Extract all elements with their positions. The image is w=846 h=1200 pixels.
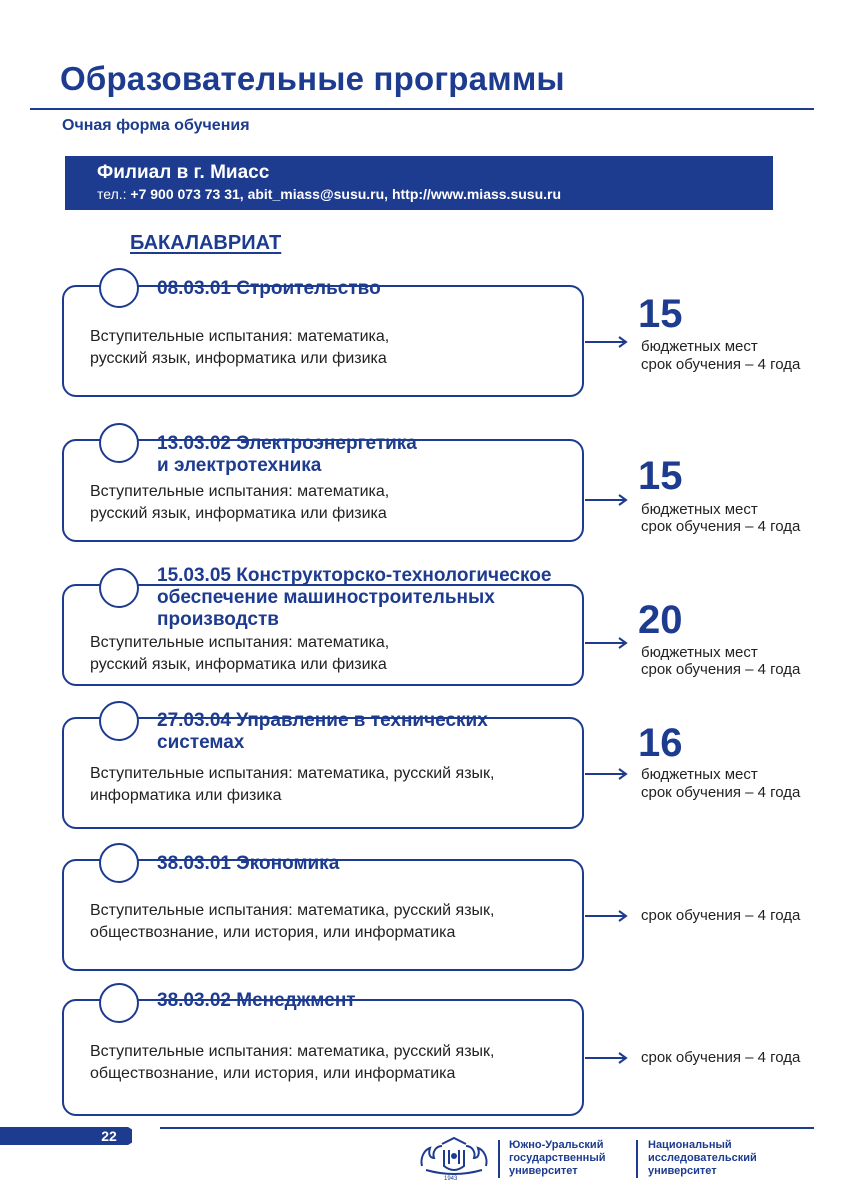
branch-contacts-value: +7 900 073 73 31, abit_miass@susu.ru, http://www.miass.susu.ru (130, 186, 562, 202)
requirements-line: информатика или физика (90, 787, 282, 804)
study-duration: срок обучения – 4 года (641, 661, 801, 678)
branch-name: Филиал в г. Миасс (97, 162, 270, 183)
budget-places-label: бюджетных мест (641, 501, 758, 518)
program-marker-circle (99, 268, 139, 308)
title-divider (30, 108, 814, 110)
program-marker-circle (99, 701, 139, 741)
program-requirements (90, 763, 494, 807)
program-title-line: и электротехника (157, 455, 322, 476)
budget-places-label: бюджетных мест (641, 644, 758, 661)
program-title-line: обеспечение машиностроительных (157, 587, 495, 608)
program-title-line: 38.03.01 Экономика (157, 853, 340, 874)
branch-contacts (97, 184, 773, 204)
university-name (509, 1139, 605, 1178)
requirements-line: русский язык, информатика или физика (90, 656, 387, 673)
study-duration: срок обучения – 4 года (641, 1049, 801, 1066)
budget-places-label: бюджетных мест (641, 338, 758, 355)
requirements-line: Вступительные испытания: математика, (90, 328, 390, 345)
program-requirements (90, 481, 389, 525)
education-level-heading: БАКАЛАВРИАТ (130, 232, 282, 254)
requirements-line: Вступительные испытания: математика, русский язык, (90, 902, 495, 919)
page-title: Образовательные программы (60, 60, 565, 97)
university-status-line: Национальный (648, 1139, 732, 1151)
university-status (648, 1139, 757, 1178)
program-title-line: производств (157, 609, 279, 630)
program-title-line: 08.03.01 Строительство (157, 278, 381, 299)
requirements-line: Вступительные испытания: математика, русский язык, (90, 1043, 495, 1060)
program-requirements (90, 900, 494, 944)
branch-contacts-prefix: тел.: (97, 186, 131, 202)
program-marker-circle (99, 843, 139, 883)
program-requirements (90, 1041, 494, 1085)
requirements-line: Вступительные испытания: математика, (90, 483, 390, 500)
university-status-line: университет (648, 1165, 717, 1177)
budget-places-label: бюджетных мест (641, 766, 758, 783)
arrow-right-icon (585, 909, 629, 923)
university-name-line: университет (509, 1165, 578, 1177)
budget-places-count: 15 (638, 454, 683, 498)
university-name-line: Южно-Уральский (509, 1139, 604, 1151)
footer-separator (636, 1140, 638, 1178)
page-subtitle: Очная форма обучения (62, 117, 250, 134)
program-title (157, 278, 381, 300)
footer-divider (160, 1127, 814, 1129)
university-status-line: исследовательский (648, 1152, 757, 1164)
program-marker-circle (99, 423, 139, 463)
requirements-line: русский язык, информатика или физика (90, 350, 387, 367)
program-title-line: 38.03.02 Менеджмент (157, 990, 356, 1011)
program-title-line: 15.03.05 Конструкторско-технологическое (157, 565, 552, 586)
program-requirements (90, 326, 389, 370)
study-duration: срок обучения – 4 года (641, 356, 801, 373)
footer-separator (498, 1140, 500, 1178)
program-title (157, 433, 417, 477)
study-duration: срок обучения – 4 года (641, 518, 801, 535)
program-title-line: 27.03.04 Управление в технических (157, 710, 488, 731)
arrow-right-icon (585, 335, 629, 349)
university-logo-icon (418, 1136, 490, 1180)
branch-banner (65, 156, 773, 210)
study-duration: срок обучения – 4 года (641, 907, 801, 924)
program-marker-circle (99, 983, 139, 1023)
budget-places-count: 16 (638, 721, 683, 765)
program-title-line: 13.03.02 Электроэнергетика (157, 433, 417, 454)
page-number: 22 (101, 1128, 117, 1144)
program-title (157, 853, 339, 875)
program-title (157, 710, 488, 754)
budget-places-count: 20 (638, 598, 683, 642)
requirements-line: Вступительные испытания: математика, (90, 634, 390, 651)
program-requirements (90, 632, 389, 676)
program-marker-circle (99, 568, 139, 608)
arrow-right-icon (585, 767, 629, 781)
arrow-right-icon (585, 1051, 629, 1065)
study-duration: срок обучения – 4 года (641, 784, 801, 801)
requirements-line: Вступительные испытания: математика, русский язык, (90, 765, 495, 782)
logo-year: 1943 (444, 1176, 458, 1182)
arrow-right-icon (585, 636, 629, 650)
program-title-line: системах (157, 732, 245, 753)
budget-places-count: 15 (638, 292, 683, 336)
requirements-line: русский язык, информатика или физика (90, 505, 387, 522)
requirements-line: обществознание, или история, или информатика (90, 1065, 456, 1082)
university-name-line: государственный (509, 1152, 606, 1164)
program-title (157, 990, 356, 1012)
requirements-line: обществознание, или история, или информатика (90, 924, 456, 941)
program-title (157, 565, 551, 631)
arrow-right-icon (585, 493, 629, 507)
